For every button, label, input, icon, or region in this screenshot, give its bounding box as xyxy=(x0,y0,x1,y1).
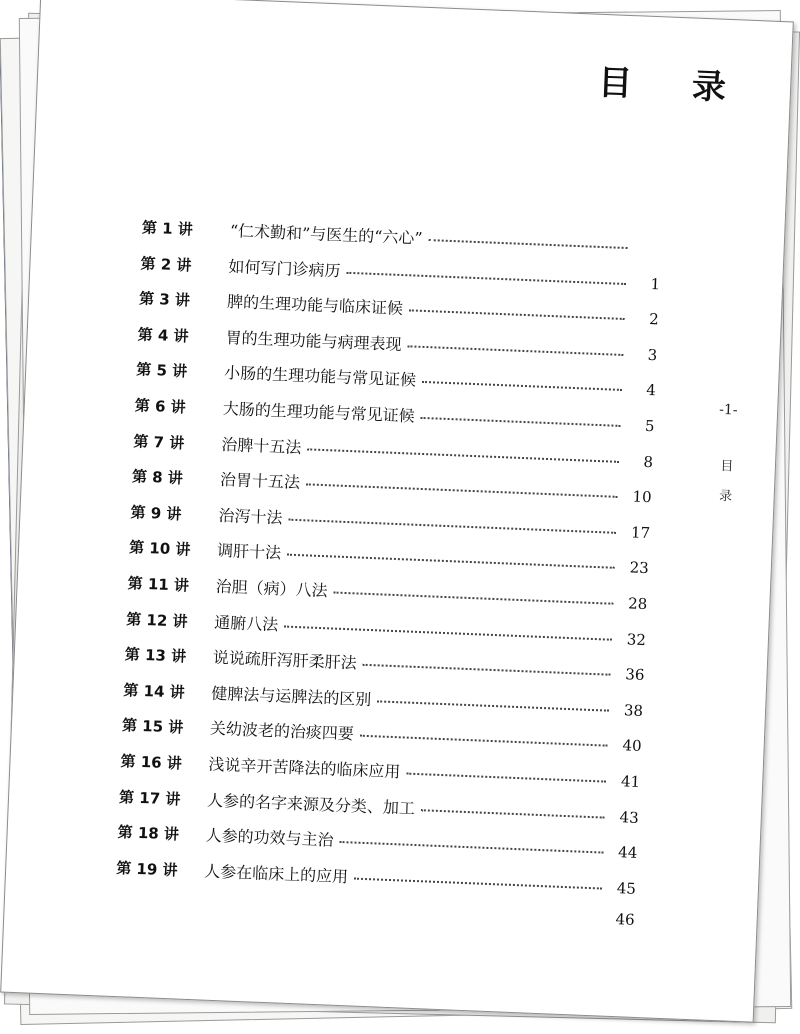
toc-entry-number: 第 7 讲 xyxy=(133,431,185,452)
toc-entry-number: 第 9 讲 xyxy=(130,503,182,524)
toc-entry-page: 38 xyxy=(623,700,644,720)
toc-dot-leader xyxy=(209,905,601,921)
toc-dot-leader xyxy=(354,877,602,889)
toc-dot-leader xyxy=(346,271,626,284)
toc-entry-title: 小肠的生理功能与常见证候 xyxy=(223,363,417,391)
toc-entry-page: 4 xyxy=(645,381,657,400)
toc-entry-number: 第 5 讲 xyxy=(135,360,188,381)
toc-entry-page: 46 xyxy=(615,910,635,930)
toc-dot-leader xyxy=(284,625,612,640)
toc-entry-page: 23 xyxy=(629,558,650,578)
toc-dot-leader xyxy=(421,809,605,818)
toc-entry-title: 关幼波老的治痰四要 xyxy=(209,718,355,744)
toc-entry-number: 第 19 讲 xyxy=(115,858,178,880)
toc-entry-title: 健脾法与运脾法的区别 xyxy=(211,683,372,709)
toc-dot-leader xyxy=(306,483,618,498)
toc-entry-page: 44 xyxy=(617,843,638,863)
toc-dot-leader xyxy=(409,310,625,321)
toc-entry-title: 调肝十法 xyxy=(216,541,282,563)
toc-entry-page: 8 xyxy=(643,452,654,471)
toc-entry-page: 41 xyxy=(620,772,641,791)
toc-entry-page xyxy=(633,252,661,253)
toc-entry-number: 第 2 讲 xyxy=(140,254,192,275)
toc-entry-number: 第 16 讲 xyxy=(120,752,183,773)
toc-entry-title: 说说疏肝泻肝柔肝法 xyxy=(212,647,358,673)
toc-entry-number: 第 10 讲 xyxy=(128,538,191,560)
toc-entry-page: 36 xyxy=(625,665,645,685)
toc-entry-title: 治脾十五法 xyxy=(221,434,302,457)
toc-dot-leader xyxy=(428,239,627,249)
toc-entry-title: 大肠的生理功能与常见证候 xyxy=(222,398,416,426)
toc-dot-leader xyxy=(377,700,609,711)
toc-entry-number xyxy=(115,904,195,907)
toc-entry-number: 第 4 讲 xyxy=(137,325,189,346)
toc-entry-title: 通腑八法 xyxy=(213,612,279,634)
toc-entry-page: 17 xyxy=(630,523,651,542)
toc-entry-page: 1 xyxy=(650,274,661,293)
side-section-label: 目 录 xyxy=(718,458,734,505)
toc-entry-page: 43 xyxy=(619,807,640,827)
toc-entry-title: 治泻十法 xyxy=(218,505,283,528)
toc-entry-title: 如何写门诊病历 xyxy=(228,256,341,281)
toc-entry-title: 浅说辛开苦降法的临床应用 xyxy=(208,754,401,782)
toc-entry-page: 5 xyxy=(644,416,655,436)
toc-dot-leader xyxy=(406,772,606,782)
side-page-number: -1- xyxy=(718,401,738,419)
toc-entry-number: 第 18 讲 xyxy=(117,823,180,844)
toc-entry-page: 28 xyxy=(627,594,648,614)
toc-dot-leader xyxy=(407,345,623,356)
toc-entry-number: 第 8 讲 xyxy=(131,467,184,488)
toc-dot-leader xyxy=(333,591,613,604)
toc-entry-page: 32 xyxy=(626,629,647,649)
toc-entry-page: 45 xyxy=(616,878,637,898)
toc-entry-number: 第 15 讲 xyxy=(121,716,184,737)
toc-entry-number: 第 1 讲 xyxy=(141,218,194,239)
toc-entry-number: 第 17 讲 xyxy=(118,787,181,809)
table-of-contents xyxy=(114,215,662,947)
toc-dot-leader xyxy=(288,518,616,533)
toc-dot-leader xyxy=(339,841,603,854)
toc-entry-title: 人参在临床上的应用 xyxy=(203,861,349,887)
toc-entry-title: 治胆（病）八法 xyxy=(215,576,328,601)
toc-entry-page: 3 xyxy=(647,345,658,365)
toc-entry-title: 脾的生理功能与临床证候 xyxy=(226,292,404,319)
toc-entry-number: 第 3 讲 xyxy=(138,289,191,310)
toc-entry-page: 40 xyxy=(622,736,642,756)
toc-entry-number: 第 11 讲 xyxy=(127,574,190,595)
toc-dot-leader xyxy=(287,554,615,569)
toc-entry-number: 第 14 讲 xyxy=(123,680,186,702)
page-title: 目 录 xyxy=(597,62,751,109)
toc-entry-title: “仁术勤和”与医生的“六心” xyxy=(229,221,423,248)
toc-dot-leader xyxy=(307,448,619,463)
toc-entry-number: 第 6 讲 xyxy=(134,396,187,417)
toc-dot-leader xyxy=(421,417,621,427)
toc-entry-number: 第 13 讲 xyxy=(124,645,187,666)
toc-entry-page: 2 xyxy=(648,310,660,329)
toc-entry-title: 治胃十五法 xyxy=(219,470,301,493)
toc-entry-title: 人参的功效与主治 xyxy=(205,825,334,850)
toc-entry-page: 10 xyxy=(632,487,652,507)
toc-dot-leader xyxy=(360,735,608,747)
toc-dot-leader xyxy=(422,381,622,391)
toc-dot-leader xyxy=(363,664,611,676)
toc-entry-title: 胃的生理功能与病理表现 xyxy=(225,327,402,354)
toc-entry-number: 第 12 讲 xyxy=(125,609,188,631)
toc-entry-title: 人参的名字来源及分类、加工 xyxy=(206,790,416,818)
